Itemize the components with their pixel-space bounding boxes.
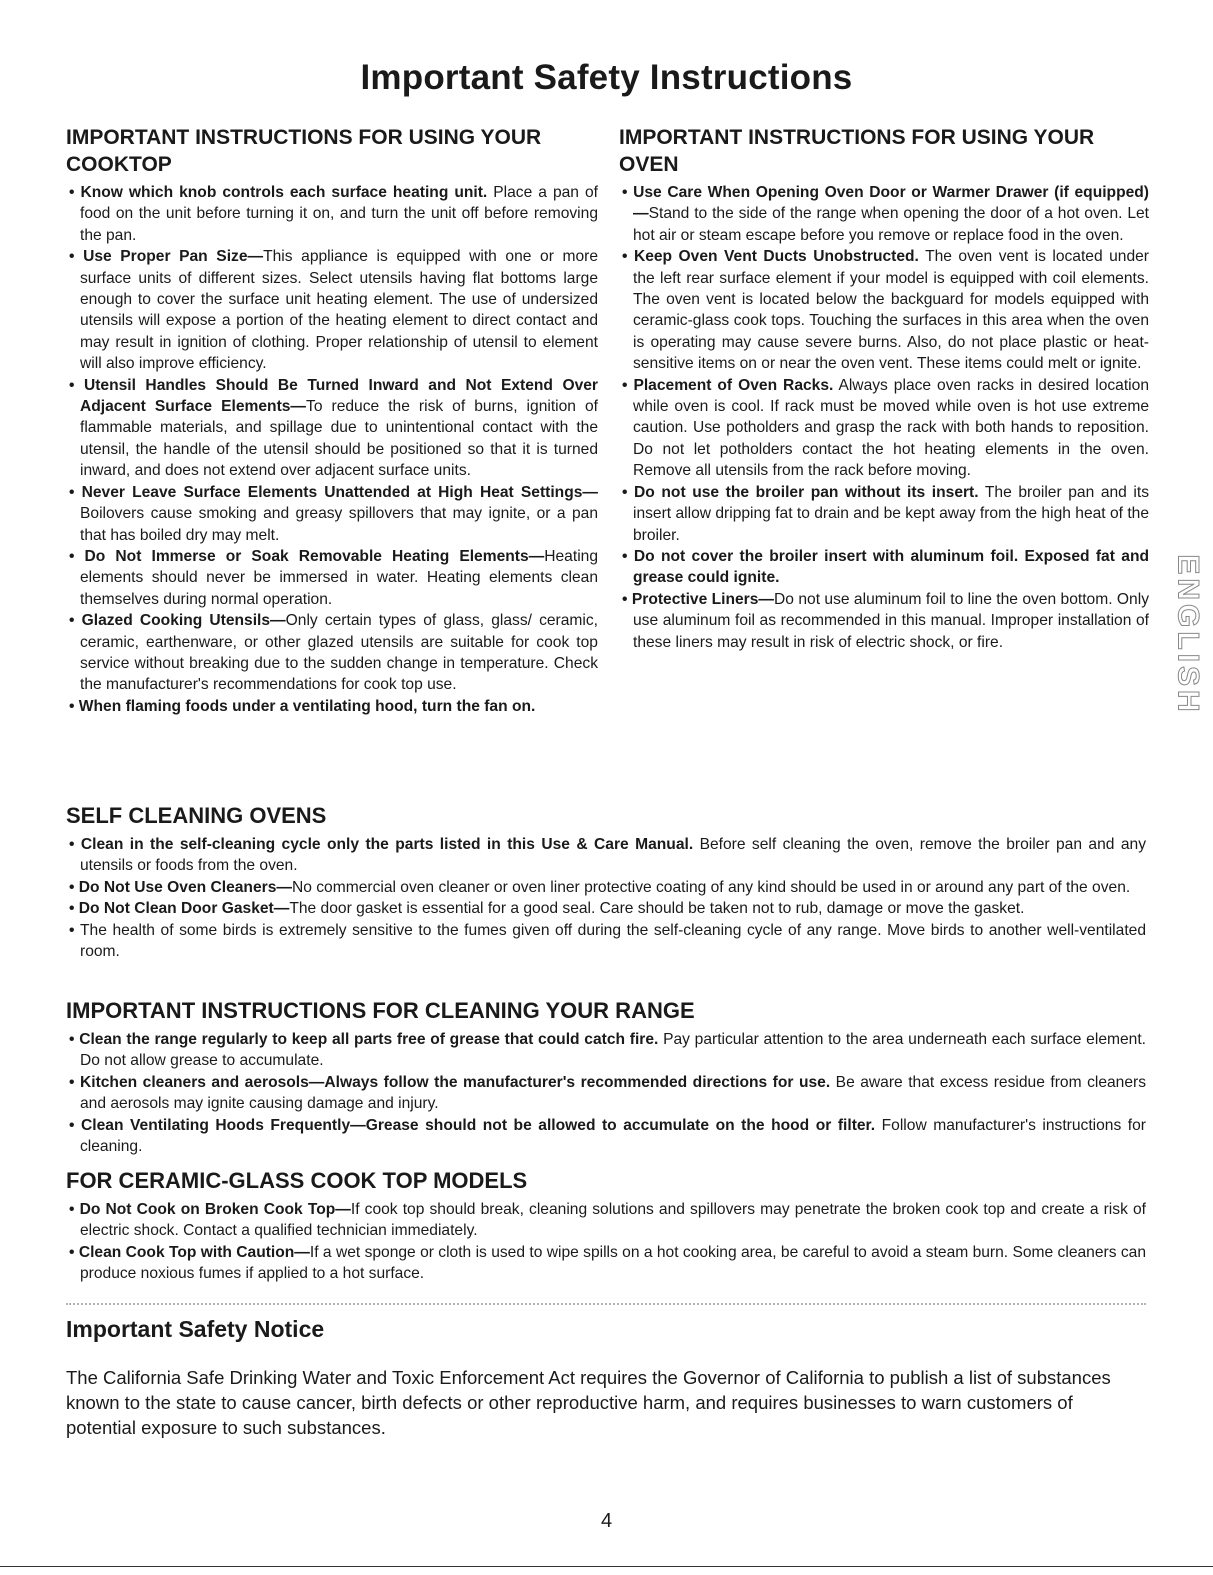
list-item (66, 1115, 1146, 1158)
item-lead: Protective Liners— (631, 590, 775, 608)
list-item (66, 877, 1146, 898)
oven-heading: IMPORTANT INSTRUCTIONS FOR USING YOUR OVEN (619, 126, 1095, 176)
item-text: No commercial oven cleaner or oven liner protective coating of any kind should be used in or around any part of the oven. (291, 878, 1131, 896)
item-lead: Kitchen cleaners and aerosols—Always follow the manufacturer's recommended directions for use. (79, 1073, 831, 1091)
list-item (66, 1072, 1146, 1115)
item-lead: Know which knob controls each surface heating unit. (80, 184, 488, 201)
list-item (66, 182, 598, 246)
item-lead: Clean the range regularly to keep all parts free of grease that could catch fire. (79, 1031, 659, 1048)
item-lead: Use Care When Opening Oven Door or Warmer Drawer (if equipped)— (633, 184, 1149, 223)
item-lead: Do Not Cook on Broken Cook Top— (79, 1201, 351, 1218)
item-text: Do not use aluminum foil to line the oven bottom. Only use aluminum foil as recommended in this manual. Improper installation of these liners may result in risk of electric shock, or fire. (633, 590, 1149, 651)
safety-notice (66, 1316, 1146, 1440)
ceramic-list (66, 1199, 1146, 1285)
list-item (66, 375, 598, 482)
oven-list (619, 182, 1149, 653)
self-cleaning-section (66, 802, 1146, 962)
item-text: Before self cleaning the oven, remove the broiler pan and any utensils or foods from the oven. (80, 836, 1146, 875)
list-item (66, 898, 1146, 919)
item-text: The health of some birds is extremely sensitive to the fumes given off during the self-cleaning cycle of any range. Move birds to another well-ventilated room. (80, 921, 1146, 961)
item-text: Always place oven racks in desired location while oven is cool. If rack must be moved while oven is hot use extreme caution. Use potholders and grasp the rack with both hands to reposition. Do not let potholders contact the hot heating elements in the oven. Remove all utensils from the rack before moving. (633, 376, 1149, 480)
item-lead: Clean Cook Top with Caution— (78, 1243, 310, 1261)
list-item (66, 1242, 1146, 1285)
cooktop-list (66, 182, 598, 717)
oven-section (619, 124, 1149, 653)
notice-body: The California Safe Drinking Water and Toxic Enforcement Act requires the Governor of California to publish a list of substances known to the state to cause cancer, birth defects or other reproductive harm, and requires businesses to warn customers of potential exposure to such substances. (66, 1367, 1111, 1438)
page-title: Important Safety Instructions (360, 58, 853, 97)
list-item (619, 246, 1149, 374)
item-lead: Do not cover the broiler insert with aluminum foil. Exposed fat and grease could ignite. (633, 547, 1149, 587)
list-item (619, 546, 1149, 589)
item-text: Stand to the side of the range when opening the door of a hot oven. Let hot air or steam escape before you remove or replace food in the oven. (633, 205, 1149, 244)
item-lead: Do Not Clean Door Gasket— (78, 900, 290, 918)
notice-heading: Important Safety Notice (66, 1316, 325, 1342)
cleaning-range-heading: IMPORTANT INSTRUCTIONS FOR CLEANING YOUR RANGE (66, 998, 695, 1023)
cooktop-section (66, 124, 598, 717)
page-number: 4 (600, 1510, 613, 1532)
item-text: Follow manufacturer's instructions for cleaning. (80, 1116, 1147, 1156)
item-lead: Do Not Use Oven Cleaners— (78, 878, 292, 896)
item-text: The oven vent is located under the left rear surface element if your model is equipped with coil elements. The oven vent is located below the backguard for models equipped with ceramic-glass cook tops. Touching the surfaces in this area when the oven is operating may cause severe burns. Also, do not place plastic or heat-sensitive items on or near the oven vent. These items could melt or ignite. (633, 248, 1149, 373)
item-lead: Do Not Immerse or Soak Removable Heating Elements— (84, 547, 545, 565)
item-text: If cook top should break, cleaning solutions and spillovers may penetrate the broken cook top and create a risk of electric shock. Contact a qualified technician immediately. (80, 1201, 1146, 1240)
ceramic-section (66, 1167, 1146, 1285)
page-bottom-rule (0, 1566, 1213, 1567)
cleaning-range-list (66, 1029, 1146, 1157)
language-tab (1168, 554, 1208, 716)
item-text: Be aware that excess residue from cleaners and aerosols may ignite causing damage and injury. (80, 1073, 1147, 1113)
list-item (66, 1029, 1146, 1072)
item-lead: When flaming foods under a ventilating hood, turn the fan on. (78, 697, 536, 715)
item-text: The door gasket is essential for a good seal. Care should be taken not to rub, damage or move the gasket. (289, 900, 1025, 918)
language-tab-label: ENGLISH (1172, 554, 1206, 716)
item-text: Pay particular attention to the area underneath each surface element. Do not allow grease to accumulate. (80, 1031, 1146, 1070)
item-text: If a wet sponge or cloth is used to wipe spills on a hot cooking area, be careful to avoid a steam burn. Some cleaners can produce noxious fumes if applied to a hot surface. (80, 1243, 1146, 1283)
cooktop-heading: IMPORTANT INSTRUCTIONS FOR USING YOUR COOKTOP (66, 126, 542, 176)
list-item (66, 1199, 1146, 1242)
item-text: Place a pan of food on the unit before turning it on, and turn the unit off before removing the pan. (80, 184, 598, 244)
ceramic-heading: FOR CERAMIC-GLASS COOK TOP MODELS (66, 1168, 528, 1193)
item-text: Only certain types of glass, glass/ ceramic, ceramic, earthenware, or other glazed utensils are suitable for cook top service without breaking due to the sudden change in temperature. Check the manufacturer's recommendations for cook top use. (80, 612, 599, 694)
list-item (66, 482, 598, 546)
item-lead: Never Leave Surface Elements Unattended at High Heat Settings— (81, 483, 598, 501)
item-lead: Do not use the broiler pan without its insert. (634, 483, 979, 501)
list-item (66, 610, 598, 696)
list-item (66, 246, 598, 374)
item-text: This appliance is equipped with one or more surface units of different sizes. Select utensils having flat bottoms large enough to cover the surface unit heating element. The use of undersized utensils will expose a portion of the heating element to direct contact and may result in ignition of clothing. Proper relationship of utensil to element will also improve efficiency. (80, 248, 599, 373)
list-item (66, 834, 1146, 877)
item-lead: Clean Ventilating Hoods Frequently—Grease should not be allowed to accumulate on the hood or filter. (81, 1116, 876, 1134)
self-cleaning-list (66, 834, 1146, 962)
list-item (619, 182, 1149, 246)
list-item (66, 920, 1146, 963)
item-lead: Glazed Cooking Utensils— (81, 612, 286, 630)
item-lead: Clean in the self-cleaning cycle only the parts listed in this Use & Care Manual. (80, 836, 694, 853)
section-divider (66, 1303, 1146, 1305)
item-lead: Utensil Handles Should Be Turned Inward and Not Extend Over Adjacent Surface Elements— (80, 376, 598, 416)
item-lead: Placement of Oven Racks. (633, 376, 834, 394)
item-text: Boilovers cause smoking and greasy spillovers that may ignite, or a pan that has boiled dry may melt. (80, 505, 598, 544)
list-item (619, 482, 1149, 546)
item-text: Heating elements should never be immersed in water. Heating elements clean themselves during normal operation. (80, 547, 598, 608)
list-item (619, 589, 1149, 653)
item-lead: Keep Oven Vent Ducts Unobstructed. (633, 248, 919, 266)
list-item (66, 696, 598, 717)
cleaning-range-section (66, 997, 1146, 1157)
item-text: To reduce the risk of burns, ignition of flammable materials, and spillage due to unintentional contact with the utensil, the handle of the utensil should be positioned so that it is turned inward, and does not extend over adjacent surface units. (80, 398, 599, 480)
list-item (66, 546, 598, 610)
item-text: The broiler pan and its insert allow dripping fat to drain and be kept away from the high heat of the broiler. (633, 483, 1150, 544)
self-cleaning-heading: SELF CLEANING OVENS (66, 803, 327, 828)
list-item (619, 375, 1149, 482)
item-lead: Use Proper Pan Size— (83, 248, 264, 266)
